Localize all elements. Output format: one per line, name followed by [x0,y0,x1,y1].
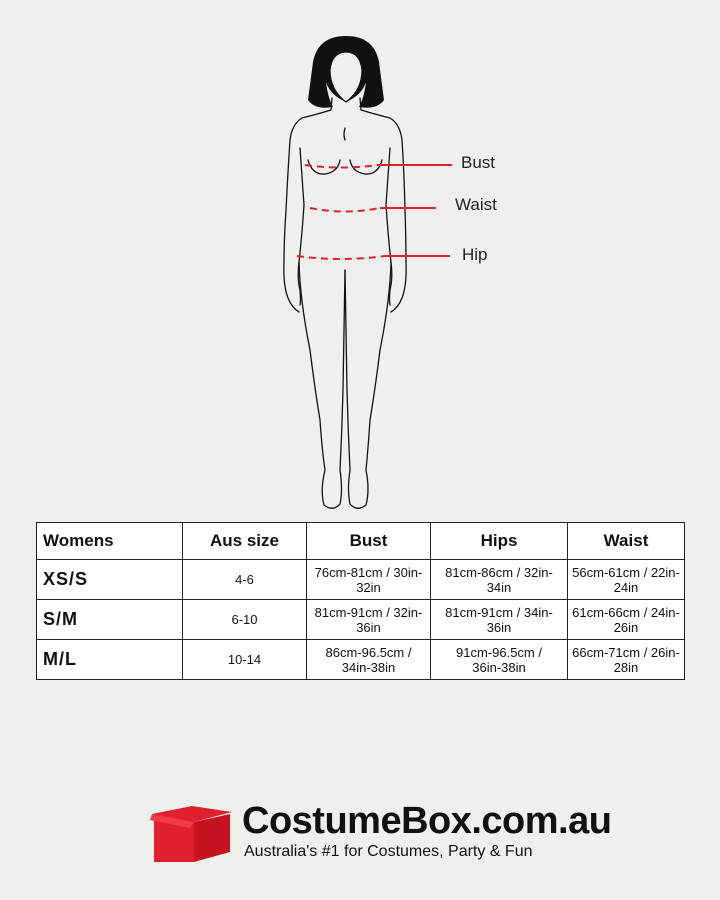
hips-value: 91cm-96.5cm / 36in-38in [456,644,542,675]
waist-value: 56cm-61cm / 22in-24in [572,564,680,595]
table-row [37,600,685,640]
hip-label: Hip [462,245,488,264]
hips-value: 81cm-91cm / 34in-36in [445,604,553,635]
bust-label: Bust [461,153,496,172]
waist-cell [568,560,685,600]
column-header: Aus size [183,523,307,560]
bust-value: 81cm-91cm / 32in-36in [314,604,423,635]
column-header: Hips [431,523,568,560]
waist-cell [568,600,685,640]
aus-size-cell: 10-14 [183,640,307,680]
waist-cell [568,640,685,680]
size-cell: XS/S [37,560,183,600]
waist-value: 66cm-71cm / 26in-28in [572,644,680,675]
brand-tagline: Australia's #1 for Costumes, Party & Fun [244,843,533,860]
column-header: Waist [568,523,685,560]
size-cell: M/L [37,640,183,680]
brand-name: CostumeBox.com.au [242,800,612,842]
bust-value: 76cm-81cm / 30in-32in [314,564,423,595]
size-chart-table [36,522,685,680]
hips-cell [431,640,568,680]
bust-cell [307,600,431,640]
bust-cell [307,640,431,680]
bust-cell [307,560,431,600]
column-header: Womens [37,523,183,560]
box-icon [150,802,234,864]
waist-value: 61cm-66cm / 24in-26in [572,604,680,635]
bust-value: 86cm-96.5cm / 34in-38in [325,644,412,675]
aus-size-cell: 6-10 [183,600,307,640]
waist-label: Waist [455,195,497,214]
aus-size-cell: 4-6 [183,560,307,600]
table-row [37,640,685,680]
hips-value: 81cm-86cm / 32in-34in [445,564,553,595]
hips-cell [431,600,568,640]
column-header: Bust [307,523,431,560]
brand-logo [150,800,612,870]
table-header-row [37,523,685,560]
hips-cell [431,560,568,600]
table-row [37,560,685,600]
size-cell: S/M [37,600,183,640]
